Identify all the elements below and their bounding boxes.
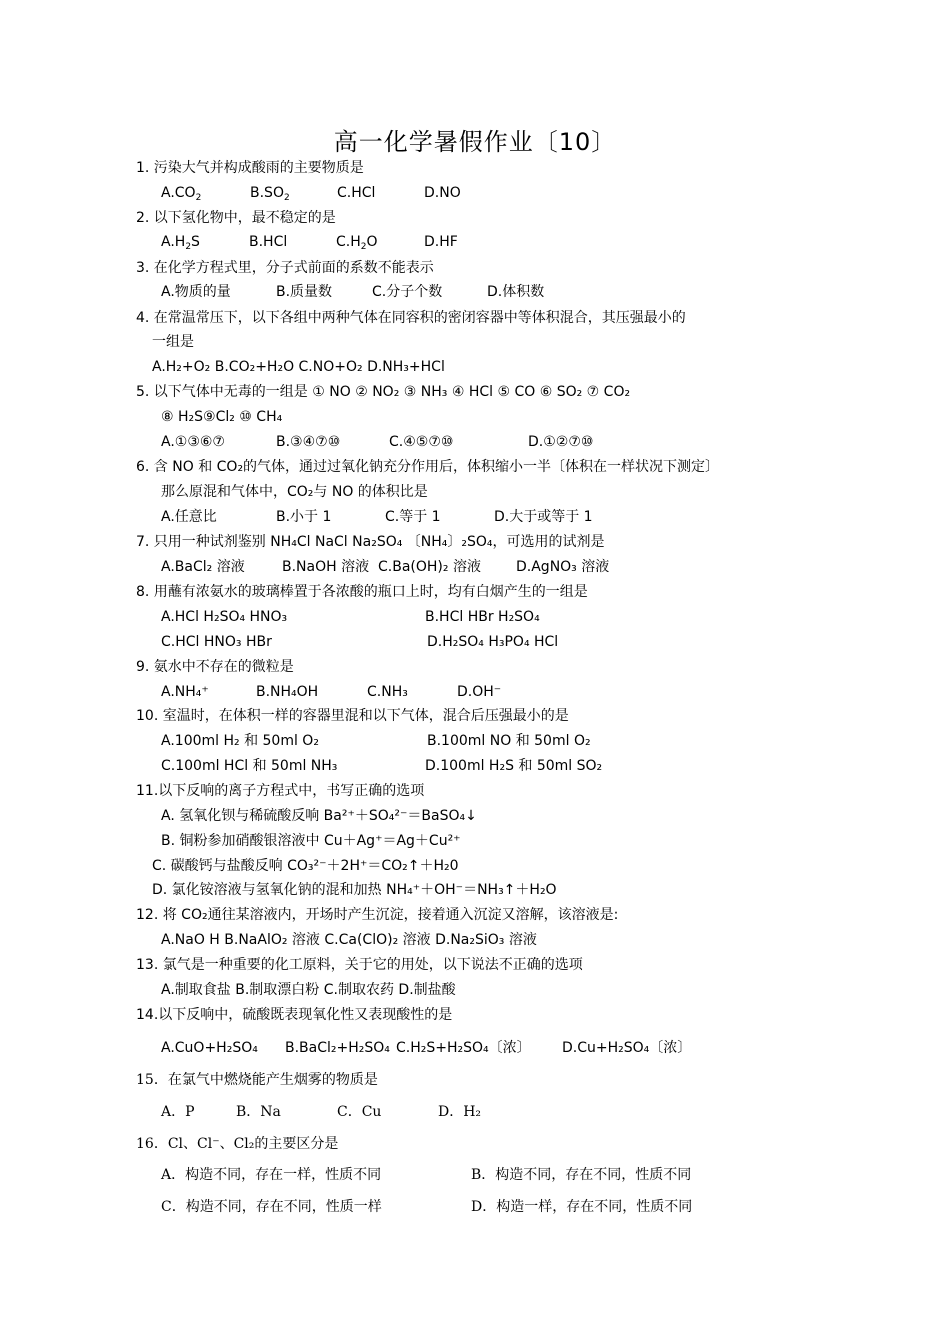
q16-option-a: A．构造不同，存在一样，性质不同 [161,1167,382,1183]
q9-option-d: D.OH⁻ [457,684,502,700]
q15-option-d: D．H₂ [438,1104,482,1120]
q9-option-b: B.NH₄OH [256,684,319,700]
q7-option-c: C.Ba(OH)₂ 溶液 [378,559,481,575]
q5-option-b: B.③④⑦⑩ [276,434,341,450]
q8-option-a: A.HCl H₂SO₄ HNO₃ [161,609,288,625]
q2-option-b: B.HCl [249,234,288,250]
q7-option-d: D.AgNO₃ 溶液 [516,559,610,575]
q1-option-b: $B.SO_2$ [250,185,290,203]
q6-stem-line1: 6. 含 NO 和 CO₂的气体，通过过氧化钠充分作用后，体积缩小一半〔体积在一样状况下测定〕 [136,459,720,475]
q6-stem-line2: 那么原混和气体中，CO₂与 NO 的体积比是 [161,484,428,500]
q3-stem: 3. 在化学方程式里，分子式前面的系数不能表示 [136,260,434,276]
q11-option-d: D. 氯化铵溶液与氢氧化钠的混和加热 NH₄⁺＋OH⁻＝NH₃↑＋H₂O [152,882,557,898]
q14-stem: 14.以下反响中，硫酸既表现氧化性又表现酸性的是 [136,1007,453,1023]
q6-option-a: A.任意比 [161,509,217,525]
q5-stem-line2: ⑧ H₂S⑨Cl₂ ⑩ CH₄ [161,409,283,425]
q15-stem: 15．在氯气中燃烧能产生烟雾的物质是 [136,1072,378,1088]
q15-option-c: C．Cu [337,1104,382,1120]
q2-option-a: $A.H_2S$ [161,234,200,252]
q13-options: A.制取食盐 B.制取漂白粉 C.制取农药 D.制盐酸 [161,982,456,998]
q8-stem: 8. 用蘸有浓氨水的玻璃棒置于各浓酸的瓶口上时，均有白烟产生的一组是 [136,584,588,600]
q2-option-c: $C.H_2O$ [336,234,378,252]
q10-stem: 10. 室温时，在体积一样的容器里混和以下气体，混合后压强最小的是 [136,708,569,724]
q10-option-d: D.100ml H₂S 和 50ml SO₂ [425,758,603,774]
q8-option-c: C.HCl HNO₃ HBr [161,634,272,650]
q10-option-a: A.100ml H₂ 和 50ml O₂ [161,733,319,749]
q14-option-c: C.H₂S+H₂SO₄〔浓〕 [396,1040,531,1056]
q8-option-b: B.HCl HBr H₂SO₄ [425,609,540,625]
q14-option-a: A.CuO+H₂SO₄ [161,1040,258,1056]
q12-options: A.NaO H B.NaAlO₂ 溶液 C.Ca(ClO)₂ 溶液 D.Na₂SiO₃ 溶液 [161,932,537,948]
q4-options: A.H₂+O₂ B.CO₂+H₂O C.NO+O₂ D.NH₃+HCl [152,359,445,375]
q4-stem-line1: 4. 在常温常压下，以下各组中两种气体在同容积的密闭容器中等体积混合，其压强最小的 [136,310,686,326]
q5-stem-line1: 5. 以下气体中无毒的一组是 ① NO ② NO₂ ③ NH₃ ④ HCl ⑤ CO ⑥ SO₂ ⑦ CO₂ [136,384,631,400]
q5-option-c: C.④⑤⑦⑩ [389,434,454,450]
q11-option-b: B. 铜粉参加硝酸银溶液中 Cu＋Ag⁺＝Ag＋Cu²⁺ [161,833,461,849]
q6-option-c: C.等于 1 [385,509,441,525]
q7-option-a: A.BaCl₂ 溶液 [161,559,245,575]
q8-option-d: D.H₂SO₄ H₃PO₄ HCl [427,634,559,650]
q5-option-a: A.①③⑥⑦ [161,434,225,450]
q1-stem: 1. 污染大气并构成酸雨的主要物质是 [136,160,364,176]
q11-option-c: C. 碳酸钙与盐酸反响 CO₃²⁻＋2H⁺＝CO₂↑＋H₂0 [152,858,459,874]
q16-option-c: C．构造不同，存在不同，性质一样 [161,1199,382,1215]
q14-option-b: B.BaCl₂+H₂SO₄ [285,1040,390,1056]
q9-option-c: C.NH₃ [367,684,408,700]
q3-option-c: C.分子个数 [372,284,443,300]
q9-stem: 9. 氨水中不存在的微粒是 [136,659,294,675]
q16-option-b: B．构造不同，存在不同，性质不同 [471,1167,692,1183]
q11-stem: 11.以下反响的离子方程式中，书写正确的选项 [136,783,425,799]
q16-stem: 16．Cl、Cl⁻、Cl₂的主要区分是 [136,1136,339,1152]
q1-option-c: C.HCl [337,185,376,201]
q5-option-d: D.①②⑦⑩ [528,434,594,450]
q12-stem: 12. 将 CO₂通往某溶液内，开场时产生沉淀，接着通入沉淀又溶解，该溶液是: [136,907,619,923]
q13-stem: 13. 氯气是一种重要的化工原料，关于它的用处，以下说法不正确的选项 [136,957,583,973]
q15-option-b: B．Na [236,1104,281,1120]
q1-option-a: $A.CO_2$ [161,185,202,203]
q3-option-b: B.质量数 [276,284,333,300]
q16-option-d: D．构造一样，存在不同，性质不同 [471,1199,693,1215]
q3-option-d: D.体积数 [487,284,545,300]
q6-option-d: D.大于或等于 1 [494,509,593,525]
q2-option-d: D.HF [424,234,458,250]
q9-option-a: A.NH₄⁺ [161,684,209,700]
q7-stem: 7. 只用一种试剂鉴别 NH₄Cl NaCl Na₂SO₄ 〔NH₄〕₂SO₄，可选用的试剂是 [136,534,605,550]
q6-option-b: B.小于 1 [276,509,332,525]
q2-stem: 2. 以下氢化物中，最不稳定的是 [136,210,336,226]
q7-option-b: B.NaOH 溶液 [282,559,370,575]
page-title: 高一化学暑假作业〔10〕 [333,128,617,156]
q4-stem-line2: 一组是 [152,334,194,350]
q1-option-d: D.NO [424,185,461,201]
q10-option-b: B.100ml NO 和 50ml O₂ [427,733,591,749]
q3-option-a: A.物质的量 [161,284,231,300]
q15-option-a: A．P [161,1104,195,1120]
q10-option-c: C.100ml HCl 和 50ml NH₃ [161,758,338,774]
q11-option-a: A. 氢氧化钡与稀硫酸反响 Ba²⁺＋SO₄²⁻＝BaSO₄↓ [161,808,477,824]
q14-option-d: D.Cu+H₂SO₄〔浓〕 [562,1040,692,1056]
